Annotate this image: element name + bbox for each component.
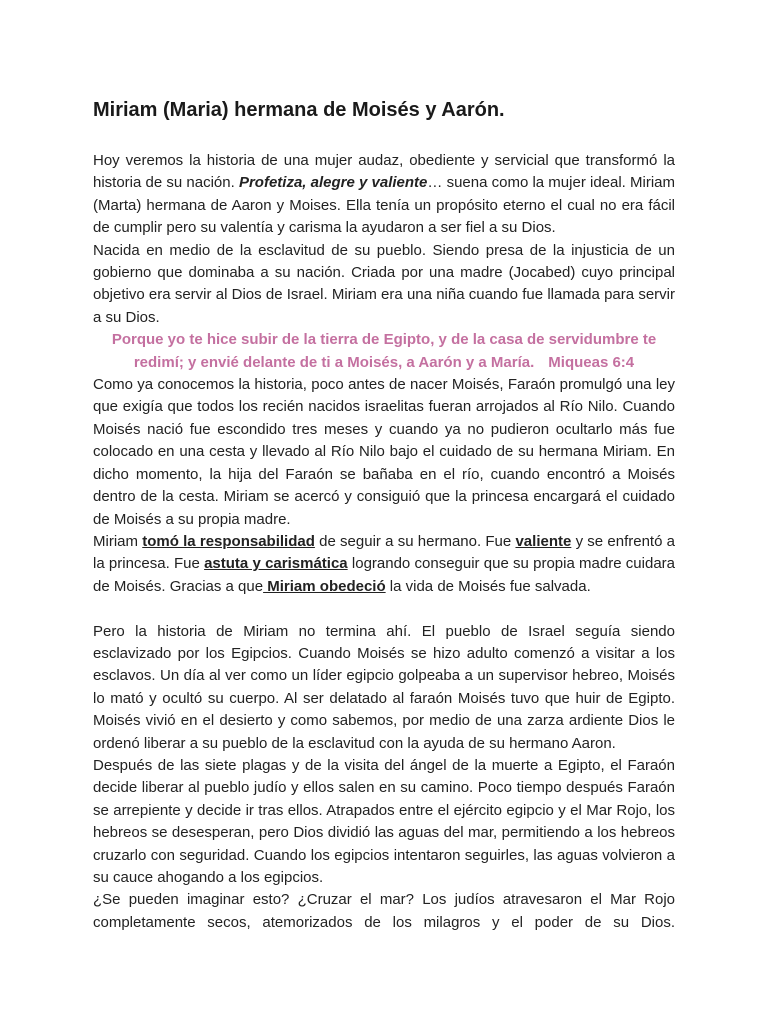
virtue-brave: valiente	[515, 532, 572, 550]
paragraph-intro-text-a: Hoy veremos la historia de una mujer audaz, obediente y servicial que transformó la historia de su nación.	[93, 152, 675, 192]
quote-line-2-text: redimí; y envié delante de ti a Moisés, a Aarón y a María.	[133, 353, 535, 371]
virtues-text-c: y se enfrentó a la princesa. Fue	[93, 532, 675, 573]
document-page	[93, 96, 675, 934]
virtues-text-b: de seguir a su hermano. Fue	[314, 532, 516, 550]
virtues-text-d: logrando conseguir que su propia madre cuidara de Moisés. Gracias a que	[93, 555, 676, 595]
quote-reference: Miqueas 6:4	[548, 353, 635, 371]
paragraph-virtues	[93, 531, 675, 598]
paragraph-intro	[93, 150, 675, 240]
quote-line-2	[93, 352, 675, 374]
paragraph-story: Como ya conocemos la historia, poco antes de nacer Moisés, Faraón promulgó una ley que exigía que todos los recién nacidos israelitas fueran arrojados al Río Nilo. Cuando Moisés nació fue escondido tres meses y cuando ya no pudieron ocultarlo más fue colocado en una cesta y llevado al Río Nilo bajo el cuidado de su hermana Miriam. En dicho momento, la hija del Faraón se bañaba en el río, cuando encontró a Moisés dentro de la cesta. Miriam se acercó y consiguió que la princesa encargará el cuidado de Moisés a su propia madre.	[93, 376, 675, 528]
emphasis-phrase: Profetiza, alegre y valiente	[238, 174, 428, 192]
paragraph-question: ¿Se pueden imaginar esto? ¿Cruzar el mar? Los judíos atravesaron el Mar Rojo completamente secos, atemorizados de los milagros y el poder de su Dios.	[93, 891, 675, 931]
paragraph-spacer	[93, 598, 675, 620]
bible-quote	[93, 329, 675, 374]
quote-line-1: Porque yo te hice subir de la tierra de Egipto, y de la casa de servidumbre te	[111, 331, 657, 349]
paragraph-intro-text-b: … suena como la mujer ideal. Miriam (Marta) hermana de Aaron y Moises. Ella tenía un propósito eterno el cual no era fácil de cumplir pero su valentía y carisma la ayudaron a ser fiel a su Dios.	[93, 174, 676, 237]
paragraph-red-sea: Después de las siete plagas y de la visita del ángel de la muerte a Egipto, el Faraón decide liberar al pueblo judío y ellos salen en su camino. Poco tiempo después Faraón se arrepiente y decide ir tras ellos. Atrapados entre el ejército egipcio y el Mar Rojo, los hebreos se desesperan, pero Dios dividió las aguas del mar, permitiendo a los hebreos cruzarlo con seguridad. Cuando los egipcios intentaron seguirles, las aguas volvieron a su cauce ahogando a los egipcios.	[93, 756, 675, 886]
paragraph-exodus: Pero la historia de Miriam no termina ahí. El pueblo de Israel seguía siendo esclavizado por los Egipcios. Cuando Moisés se hizo adulto comenzó a visitar a los esclavos. Un día al ver como un líder egipcio golpeaba a un supervisor hebreo, Moisés lo mató y ocultó su cuerpo. Al ser delatado al faraón Moisés tuvo que huir de Egipto. Moisés vivió en el desierto y como sabemos, por medio de una zarza ardiente Dios le ordenó liberar a su pueblo de la esclavitud con la ayuda de su hermano Aaron.	[93, 622, 675, 752]
virtue-responsibility: tomó la responsabilidad	[142, 532, 315, 550]
page-title: Miriam (Maria) hermana de Moisés y Aarón.	[93, 99, 505, 121]
paragraph-birth: Nacida en medio de la esclavitud de su pueblo. Siendo presa de la injusticia de un gobierno que dominaba a su nación. Criada por una madre (Jocabed) cuyo principal objetivo era servir al Dios de Israel. Miriam era una niña cuando fue llamada para servir a su Dios.	[93, 241, 675, 326]
virtue-clever: astuta y carismática	[204, 555, 348, 573]
virtue-obedient: Miriam obedeció	[263, 577, 386, 595]
virtues-text-e: la vida de Moisés fue salvada.	[385, 577, 591, 595]
virtues-text-a: Miriam	[93, 532, 143, 550]
